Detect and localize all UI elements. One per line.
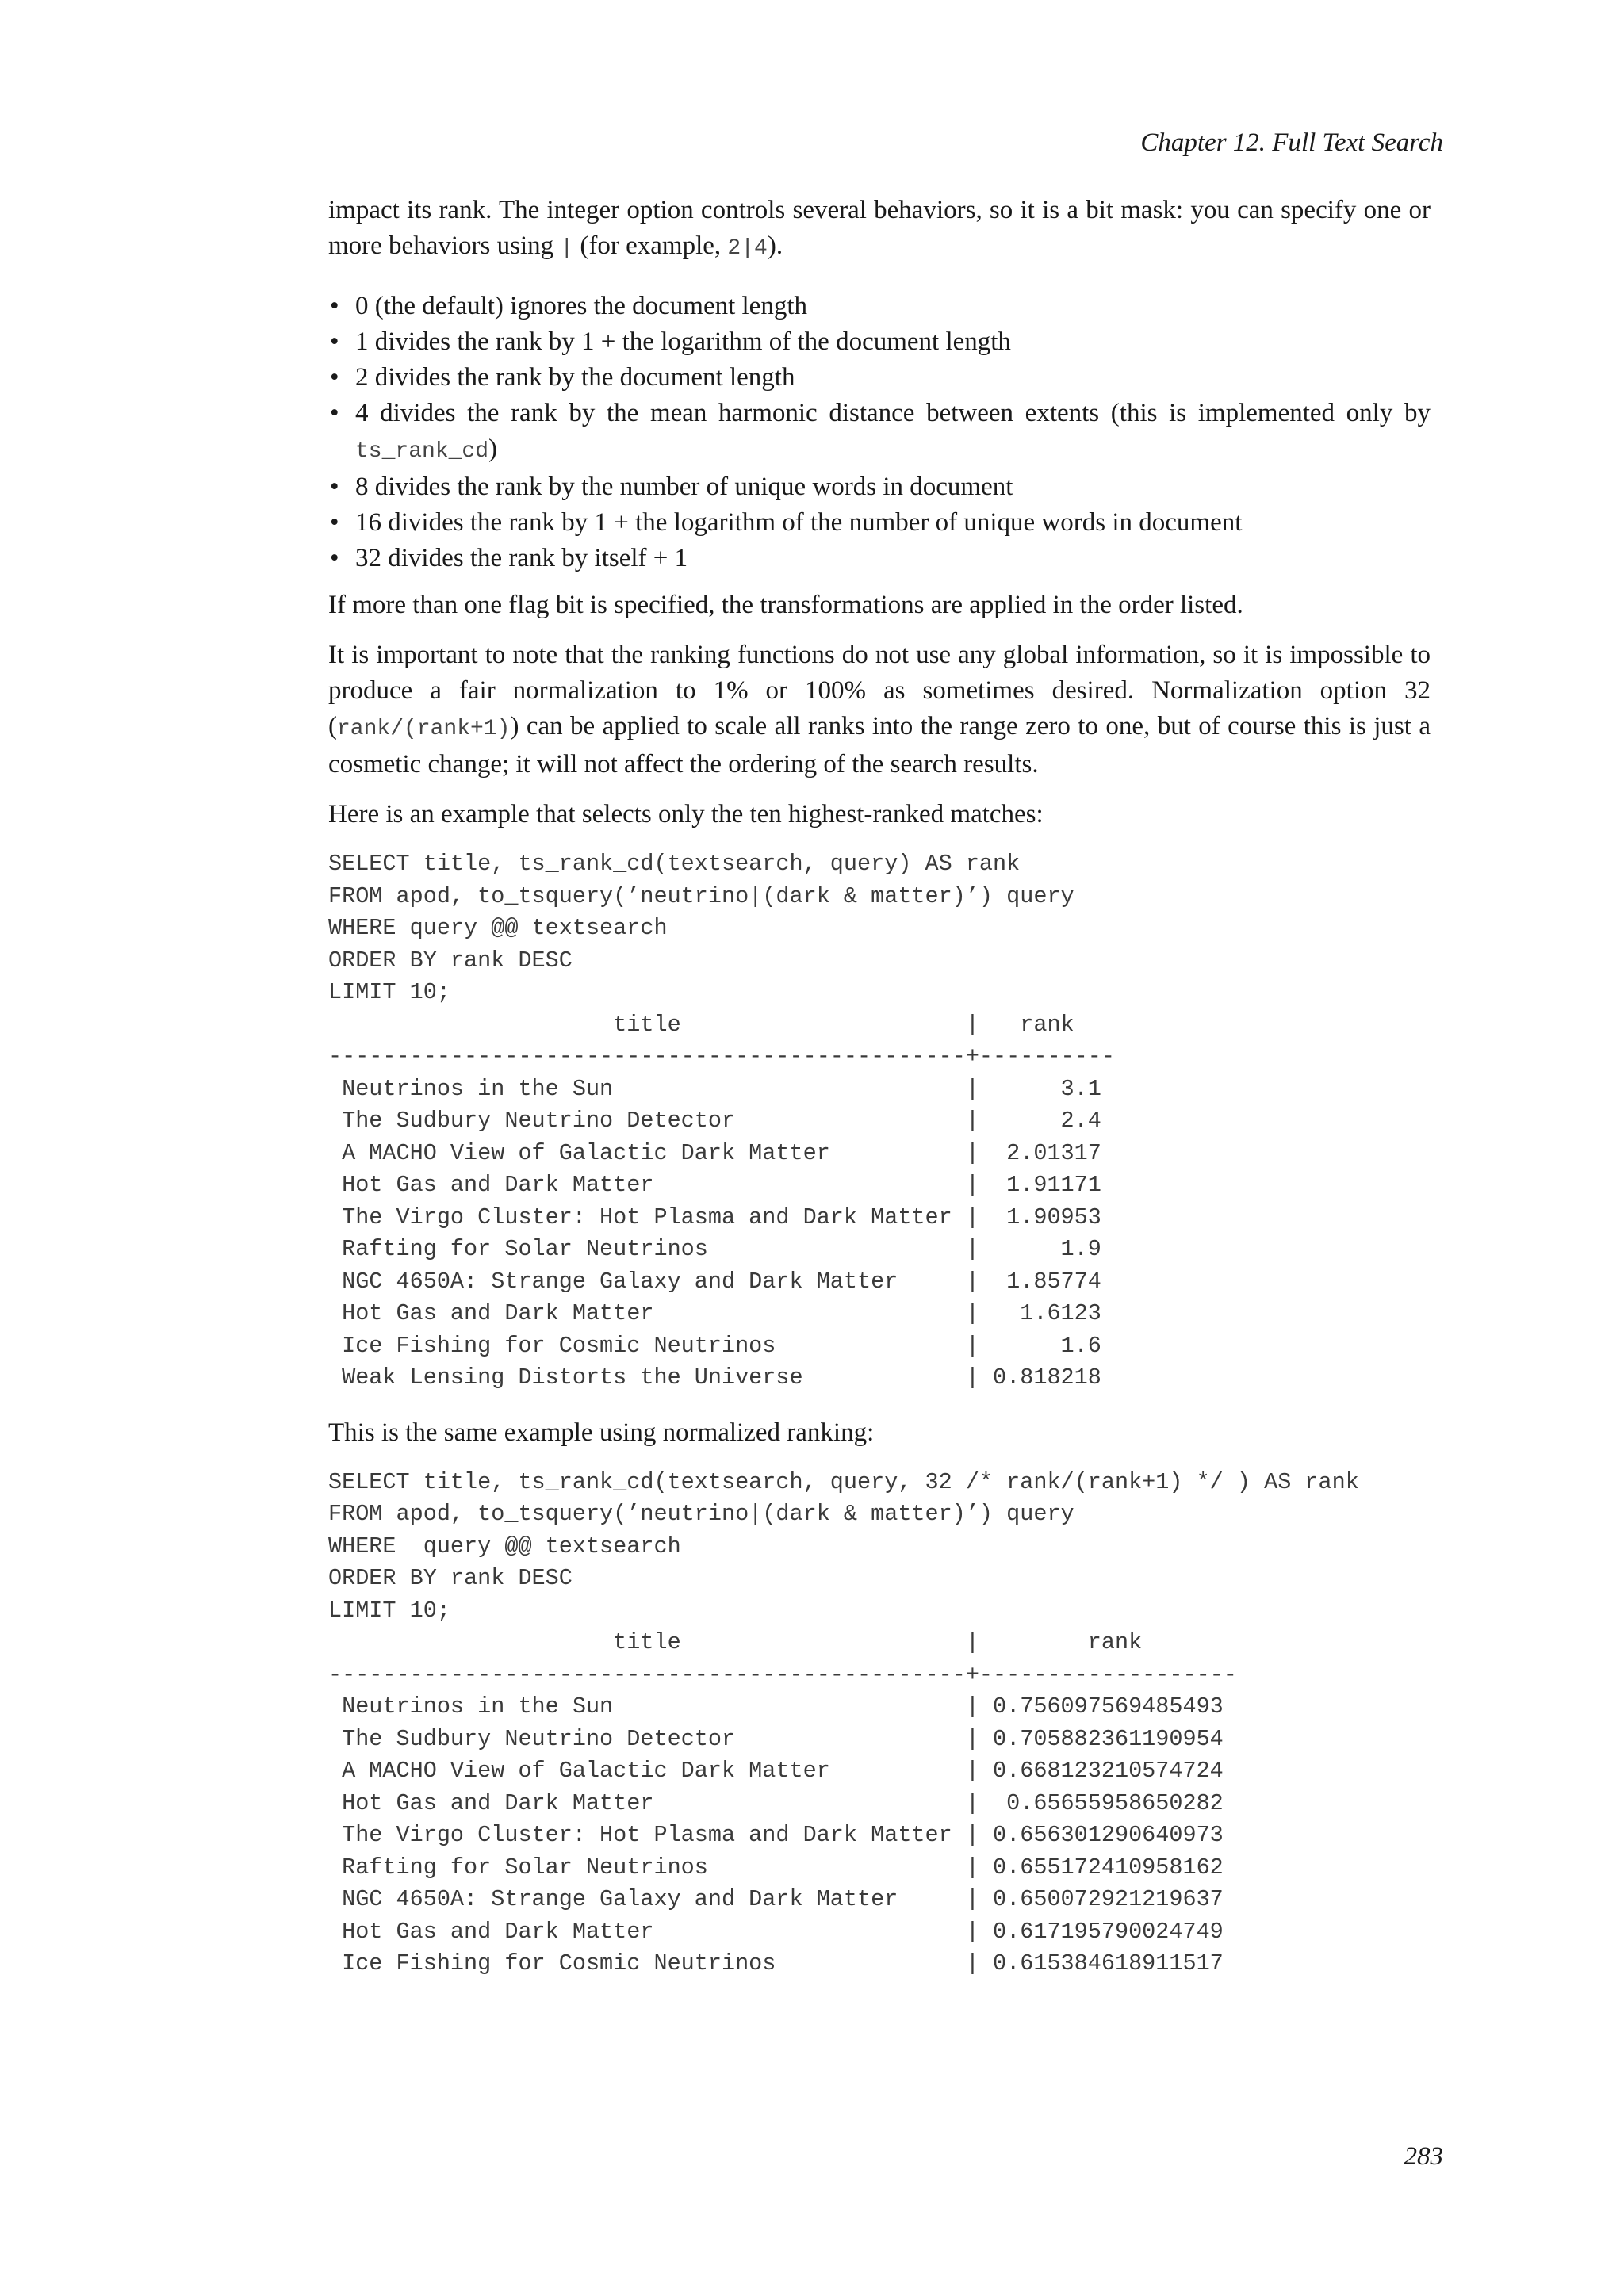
bullet-icon: • <box>330 399 339 427</box>
bullet-icon: • <box>330 544 339 572</box>
example1-paragraph: Here is an example that selects only the ten highest-ranked matches: <box>328 800 1044 828</box>
list-item: • 4 divides the rank by the mean harmonic distance between extents (this is implemented only by ts_rank_cd) <box>328 396 1431 469</box>
global-info-paragraph: It is important to note that the ranking functions do not use any global information, so it is impossible to produce a fair normalization to 1% or 100% as sometimes desired. Normalization option 32 (rank/(rank+1)) can be applied to scale all ranks into the range zero to one, but of course this is just a cosmetic change; it will not affect the ordering of the search results. <box>328 641 1431 779</box>
intro-text-1: impact its rank. The integer option controls several behaviors, so it is a bit mask: you can specify one or more behaviors using <box>328 196 1431 260</box>
table-row: Neutrinos in the Sun | 0.756097569485493 <box>328 1693 1224 1720</box>
result-header: title | rank <box>328 1011 1074 1038</box>
table-row: Hot Gas and Dark Matter | 1.91171 <box>328 1172 1101 1198</box>
intro-paragraph <box>328 193 1431 266</box>
result-separator: -----------------------------------------------+---------- <box>328 1043 1115 1070</box>
table-row: Rafting for Solar Neutrinos | 0.655172410958162 <box>328 1854 1224 1881</box>
table-row: The Virgo Cluster: Hot Plasma and Dark Matter | 1.90953 <box>328 1203 1101 1230</box>
code-line: SELECT title, ts_rank_cd(textsearch, query, 32 /* rank/(rank+1) */ ) AS rank <box>328 1468 1359 1495</box>
code-line: FROM apod, to_tsquery(’neutrino|(dark & matter)’) query <box>328 1501 1074 1527</box>
list-item: • 16 divides the rank by 1 + the logarithm of the number of unique words in document <box>328 505 1431 541</box>
bullet-icon: • <box>330 292 339 320</box>
table-row: Hot Gas and Dark Matter | 0.617195790024749 <box>328 1918 1224 1945</box>
result-separator: -----------------------------------------------+------------------- <box>328 1661 1237 1688</box>
code-line: WHERE query @@ textsearch <box>328 1533 681 1559</box>
code-line: SELECT title, ts_rank_cd(textsearch, query) AS rank <box>328 851 1021 877</box>
code-line: ORDER BY rank DESC <box>328 1565 573 1591</box>
table-row: A MACHO View of Galactic Dark Matter | 0.668123210574724 <box>328 1758 1224 1784</box>
bullet-icon: • <box>330 327 339 356</box>
example1-code-block <box>328 848 1431 1395</box>
bullet-icon: • <box>330 508 339 537</box>
table-row: Hot Gas and Dark Matter | 1.6123 <box>328 1300 1101 1326</box>
list-item: • 0 (the default) ignores the document length <box>328 289 1431 324</box>
intro-text-2: (for example, <box>573 232 728 260</box>
table-row: NGC 4650A: Strange Galaxy and Dark Matter | 0.650072921219637 <box>328 1886 1224 1912</box>
list-item: • 1 divides the rank by 1 + the logarithm of the document length <box>328 324 1431 360</box>
running-header: Chapter 12. Full Text Search <box>1140 128 1443 157</box>
bullet-icon: • <box>330 473 339 501</box>
table-row: The Sudbury Neutrino Detector | 0.705882361190954 <box>328 1725 1224 1752</box>
result-header: title | rank <box>328 1629 1143 1655</box>
list-item: • 32 divides the rank by itself + 1 <box>328 541 1431 576</box>
table-row: NGC 4650A: Strange Galaxy and Dark Matter | 1.85774 <box>328 1268 1101 1295</box>
flags-paragraph: If more than one flag bit is specified, the transformations are applied in the order listed. <box>328 591 1243 619</box>
table-row: Hot Gas and Dark Matter | 0.65655958650282 <box>328 1789 1224 1816</box>
example2-paragraph: This is the same example using normalized ranking: <box>328 1418 875 1447</box>
list-item: • 2 divides the rank by the document length <box>328 360 1431 396</box>
table-row: Weak Lensing Distorts the Universe | 0.818218 <box>328 1364 1101 1391</box>
normalization-options-list <box>328 289 1431 576</box>
code-line: WHERE query @@ textsearch <box>328 915 668 941</box>
example2-code-block <box>328 1467 1431 1980</box>
intro-code-example: 2|4 <box>727 236 768 261</box>
table-row: The Virgo Cluster: Hot Plasma and Dark Matter | 0.656301290640973 <box>328 1822 1224 1848</box>
bullet-icon: • <box>330 363 339 392</box>
table-row: Ice Fishing for Cosmic Neutrinos | 0.615384618911517 <box>328 1950 1224 1976</box>
table-row: Neutrinos in the Sun | 3.1 <box>328 1075 1101 1102</box>
list-item: • 8 divides the rank by the number of unique words in document <box>328 469 1431 505</box>
table-row: The Sudbury Neutrino Detector | 2.4 <box>328 1108 1101 1134</box>
intro-code-pipe: | <box>560 236 574 261</box>
code-line: FROM apod, to_tsquery(’neutrino|(dark & matter)’) query <box>328 882 1074 909</box>
normalization-code: rank/(rank+1) <box>337 717 511 741</box>
page-body <box>328 193 1431 2001</box>
table-row: Rafting for Solar Neutrinos | 1.9 <box>328 1236 1101 1262</box>
intro-text-3: ). <box>767 232 783 260</box>
page-number: 283 <box>1404 2142 1443 2171</box>
code-line: LIMIT 10; <box>328 979 450 1005</box>
function-name-code: ts_rank_cd <box>355 439 489 464</box>
table-row: A MACHO View of Galactic Dark Matter | 2.01317 <box>328 1139 1101 1166</box>
table-row: Ice Fishing for Cosmic Neutrinos | 1.6 <box>328 1332 1101 1359</box>
code-line: LIMIT 10; <box>328 1597 450 1624</box>
code-line: ORDER BY rank DESC <box>328 947 573 974</box>
